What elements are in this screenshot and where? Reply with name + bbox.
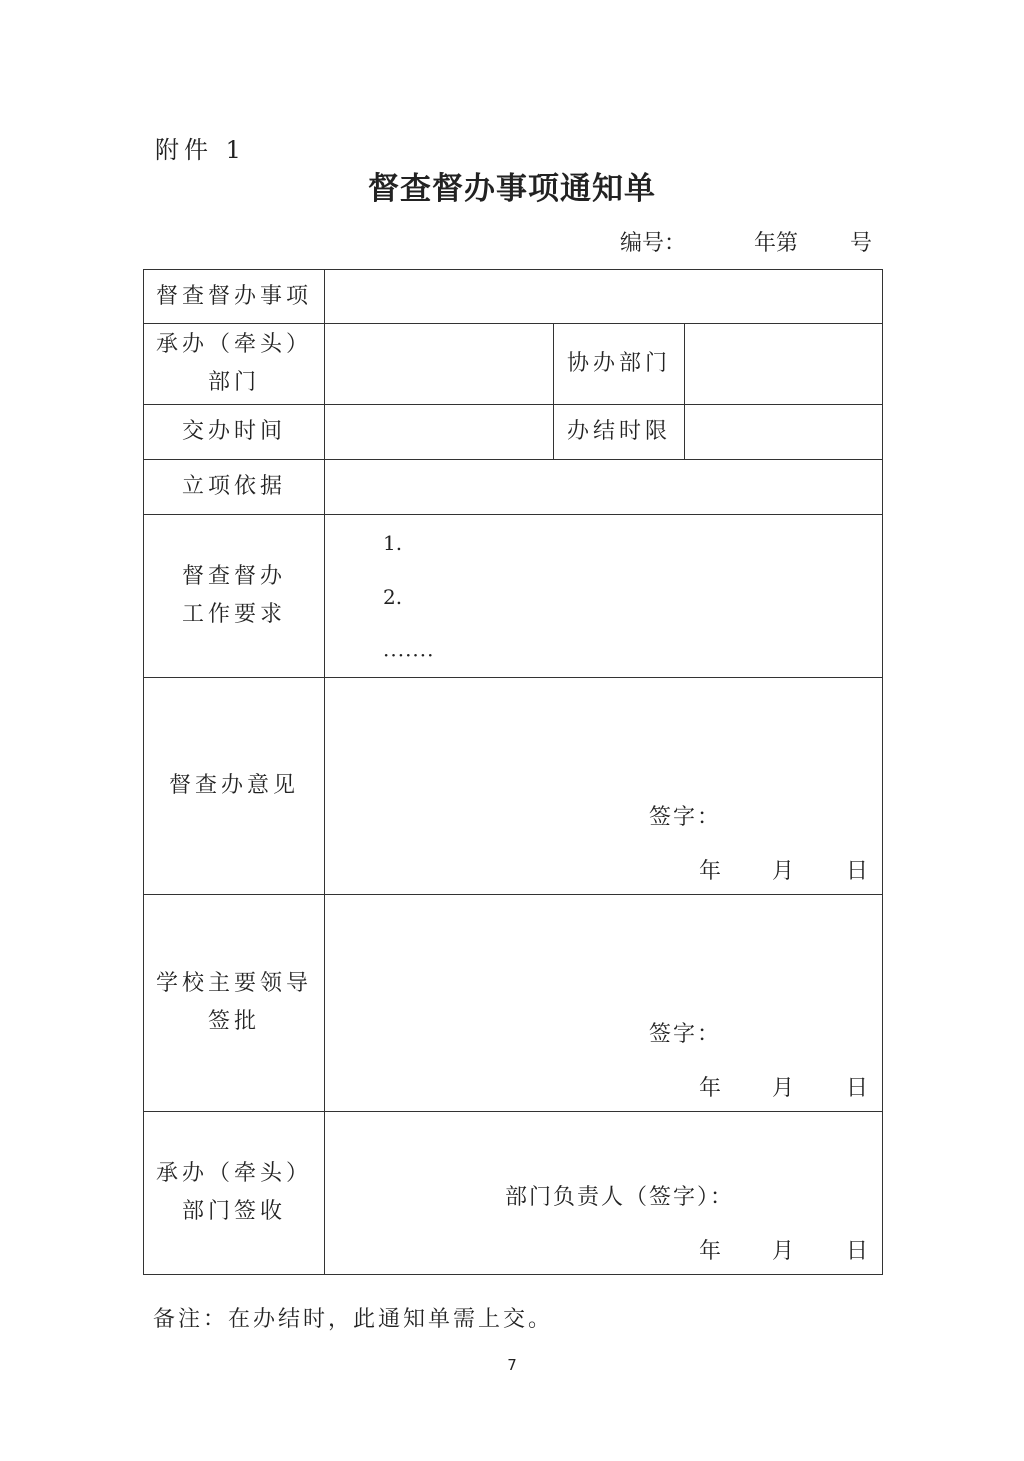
- row-times: [144, 405, 883, 460]
- office-opinion-date-day: 日: [846, 859, 869, 884]
- row-requirements: [144, 515, 883, 678]
- label-leader-approval: [144, 895, 325, 1112]
- leader-approval-sign-label: 签字：: [649, 1022, 722, 1047]
- label-deadline: 办结时限: [554, 405, 685, 460]
- label-assist-dept: 协办部门: [554, 324, 685, 405]
- field-basis[interactable]: [325, 460, 883, 515]
- requirement-item: ·······: [383, 643, 435, 667]
- label-office-opinion: 督查办意见: [144, 678, 325, 895]
- field-dept-receipt[interactable]: [325, 1112, 883, 1275]
- office-opinion-date-month: 月: [772, 859, 795, 884]
- label-requirements-line2: 工作要求: [181, 602, 286, 627]
- row-dept-receipt: [144, 1112, 883, 1275]
- office-opinion-sign-label: 签字：: [649, 805, 722, 830]
- row-office-opinion: [144, 678, 883, 895]
- field-host-dept[interactable]: [325, 324, 554, 405]
- label-host-dept: [144, 324, 325, 405]
- label-dept-receipt-line1: 承办（牵头）: [155, 1161, 312, 1186]
- document-title: 督查督办事项通知单: [368, 171, 656, 207]
- field-leader-approval[interactable]: [325, 895, 883, 1112]
- label-leader-approval-line2: 签批: [207, 1009, 260, 1034]
- label-requirements-line1: 督查督办: [181, 564, 286, 589]
- remark-note: 备注：在办结时，此通知单需上交。: [153, 1307, 554, 1332]
- field-requirements[interactable]: [325, 515, 883, 678]
- notice-form-table: [143, 269, 883, 1275]
- serial-year-part: 年第: [754, 231, 799, 256]
- dept-receipt-date-day: 日: [846, 1239, 869, 1264]
- field-matter[interactable]: [325, 270, 883, 324]
- label-host-dept-line2: 部门: [207, 370, 260, 395]
- field-deadline[interactable]: [685, 405, 883, 460]
- row-matter: [144, 270, 883, 324]
- row-basis: [144, 460, 883, 515]
- leader-approval-date-day: 日: [846, 1076, 869, 1101]
- serial-number-part: 号: [850, 231, 873, 256]
- row-departments: [144, 324, 883, 405]
- label-host-dept-line1: 承办（牵头）: [155, 332, 312, 357]
- requirements-list: [383, 515, 882, 677]
- attachment-label: 附件 1: [155, 136, 246, 164]
- label-requirements: [144, 515, 325, 678]
- dept-receipt-date-year: 年: [699, 1239, 722, 1264]
- label-matter: 督查督办事项: [144, 270, 325, 324]
- leader-approval-date-month: 月: [772, 1076, 795, 1101]
- label-leader-approval-line1: 学校主要领导: [155, 971, 312, 996]
- field-assign-time[interactable]: [325, 405, 554, 460]
- label-basis: 立项依据: [144, 460, 325, 515]
- serial-label: 编号：: [620, 231, 687, 256]
- field-office-opinion[interactable]: [325, 678, 883, 895]
- requirement-item: 2.: [383, 585, 403, 609]
- label-dept-receipt-line2: 部门签收: [181, 1199, 286, 1224]
- dept-receipt-sign-label: 部门负责人（签字）：: [505, 1185, 735, 1210]
- leader-approval-date-year: 年: [699, 1076, 722, 1101]
- row-leader-approval: [144, 895, 883, 1112]
- dept-receipt-date-month: 月: [772, 1239, 795, 1264]
- label-assign-time: 交办时间: [144, 405, 325, 460]
- label-dept-receipt: [144, 1112, 325, 1275]
- requirement-item: 1.: [383, 531, 403, 555]
- page-number: 7: [507, 1356, 517, 1374]
- field-assist-dept[interactable]: [685, 324, 883, 405]
- office-opinion-date-year: 年: [699, 859, 722, 884]
